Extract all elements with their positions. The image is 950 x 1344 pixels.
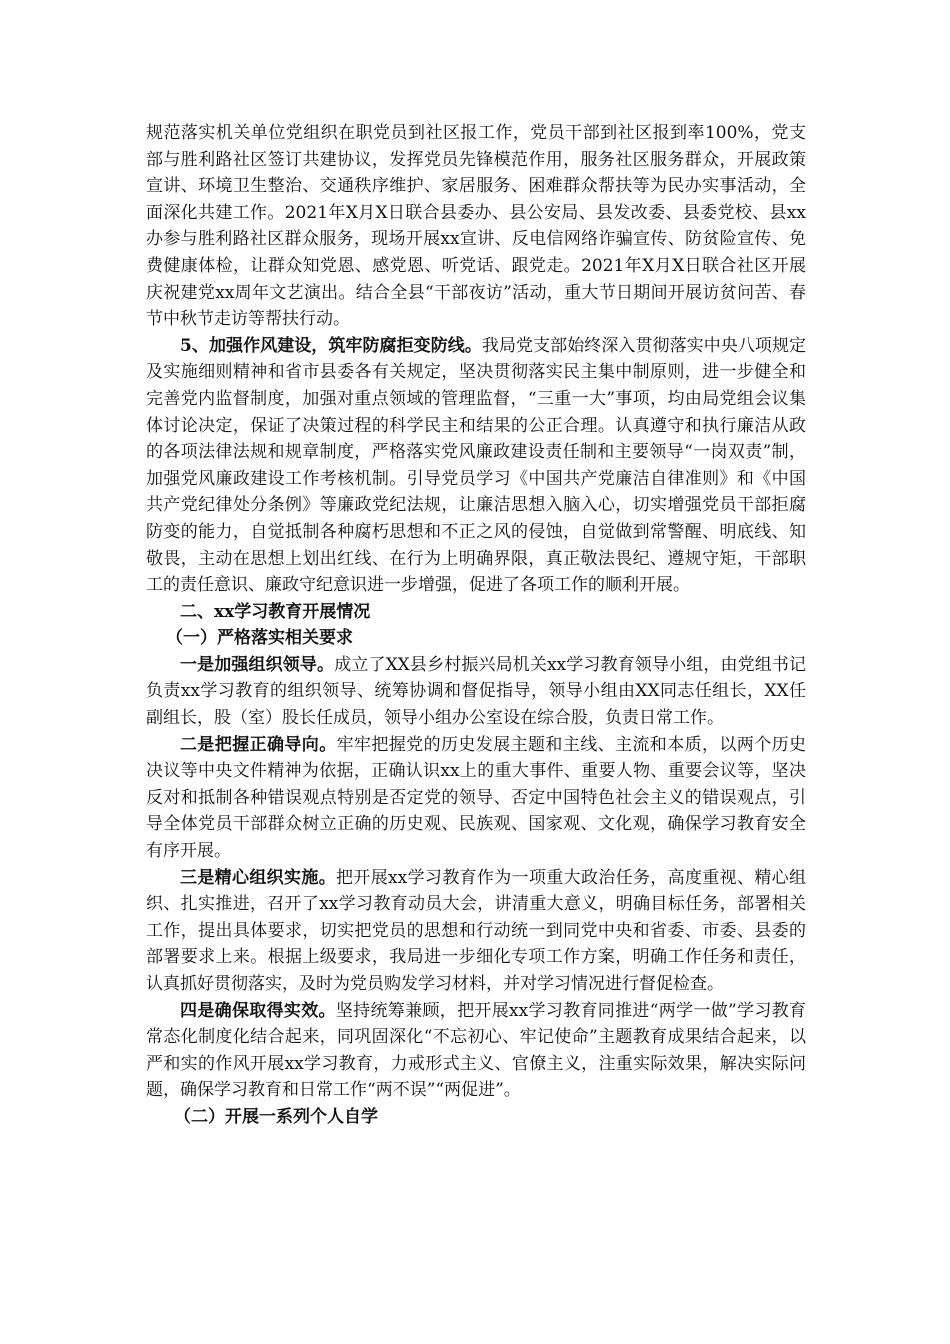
- paragraph-implementation: [146, 865, 806, 998]
- paragraph-text: 成立了XX县乡村振兴局机关xx学习教育领导小组，由党组书记负责xx学习教育的组织领导、统筹协调和督促指导，领导小组由XX同志任组长，XX任副组长，股（室）股长任成员，领导小组办公室设在综合股，负责日常工作。: [146, 654, 806, 729]
- paragraph-lead: 一是加强组织领导。: [180, 654, 335, 675]
- paragraph-text: 规范落实机关单位党组织在职党员到社区报工作，党员干部到社区报到率100%，党支部与胜利路社区签订共建协议，发挥党员先锋模范作用，服务社区服务群众，开展政策宣讲、环境卫生整治、交通秩序维护、家居服务、困难群众帮扶等为民办实事活动，全面深化共建工作。2021年X月X日联合县委办、县公安局、县发改委、县委党校、县xx办参与胜利路社区群众服务，现场开展xx宣讲、反电信网络诈骗宣传、防贫险宣传、免费健康体检，让群众知党恩、感党恩、听党话、跟党走。2021年X月X日联合社区开展庆祝建党xx周年文艺演出。结合全县“干部夜访”活动，重大节日期间开展访贫问苦、春节中秋节走访等帮扶行动。: [146, 123, 806, 330]
- paragraph-lead: 5、加强作风建设，筑牢防腐拒变防线。: [180, 335, 482, 356]
- subsection-heading: （二）开展一系列个人自学: [174, 1106, 378, 1127]
- subsection-heading: （一）严格落实相关要求: [166, 628, 353, 649]
- paragraph-lead: 二是把握正确导向。: [180, 734, 337, 755]
- paragraph-style-building: [146, 333, 806, 599]
- paragraph-organization: [146, 652, 806, 732]
- document-page: [146, 120, 806, 1131]
- paragraph-text: 坚持统筹兼顾，把开展xx学习教育同推进“两学一做”学习教育常态化制度化结合起来，同巩固深化“不忘初心、牢记使命”主题教育成果结合起来，以严和实的作风开展xx学习教育，力戒形式主义、官僚主义，注重实际效果，解决实际问题，确保学习教育和日常工作“两不误”“两促进”。: [146, 1000, 806, 1101]
- paragraph-lead: 三是精心组织实施。: [180, 867, 337, 888]
- section-heading: 二、xx学习教育开展情况: [180, 601, 371, 622]
- paragraph-community-service: [146, 120, 806, 333]
- paragraph-text: 牢牢把握党的历史发展主题和主线、主流和本质，以两个历史决议等中央文件精神为依据，正确认识xx上的重大事件、重要人物、重要会议等，坚决反对和抵制各种错误观点特别是否定党的领导、否定中国特色社会主义的错误观点，引导全体党员干部群众树立正确的历史观、民族观、国家观、文化观，确保学习教育安全有序开展。: [146, 734, 807, 862]
- paragraph-results: [146, 998, 806, 1104]
- paragraph-text: 我局党支部始终深入贯彻落实中央八项规定及实施细则精神和省市县委各有关规定，坚决贯彻落实民主集中制原则，进一步健全和完善党内监督制度，加强对重点领域的管理监督，“三重一大”事项，均由局党组会议集体讨论决定，保证了决策过程的科学民主和结果的公正合理。认真遵守和执行廉洁从政的各项法律法规和规章制度，严格落实党风廉政建设责任制和主要领导“一岗双责”制，加强党风廉政建设工作考核机制。引导党员学习《中国共产党廉洁自律准则》和《中国共产党纪律处分条例》等廉政党纪法规，让廉洁思想入脑入心，切实增强党员干部拒腐防变的能力，自觉抵制各种腐朽思想和不正之风的侵蚀，自觉做到常警醒、明底线、知敬畏，主动在思想上划出红线、在行为上明确界限，真正敬法畏纪、遵规守矩，干部职工的责任意识、廉政守纪意识进一步增强，促进了各项工作的顺利开展。: [146, 335, 807, 596]
- paragraph-guidance: [146, 732, 806, 865]
- paragraph-lead: 四是确保取得实效。: [180, 1000, 336, 1021]
- paragraph-text: 把开展xx学习教育作为一项重大政治任务，高度重视、精心组织、扎实推进，召开了xx学习教育动员大会，讲清重大意义，明确目标任务，部署相关工作，提出具体要求，切实把党员的思想和行动统一到同党中央和省委、市委、县委的部署要求上来。根据上级要求，我局进一步细化专项工作方案，明确工作任务和责任，认真抓好贯彻落实，及时为党员购发学习材料，并对学习情况进行督促检查。: [146, 867, 806, 994]
